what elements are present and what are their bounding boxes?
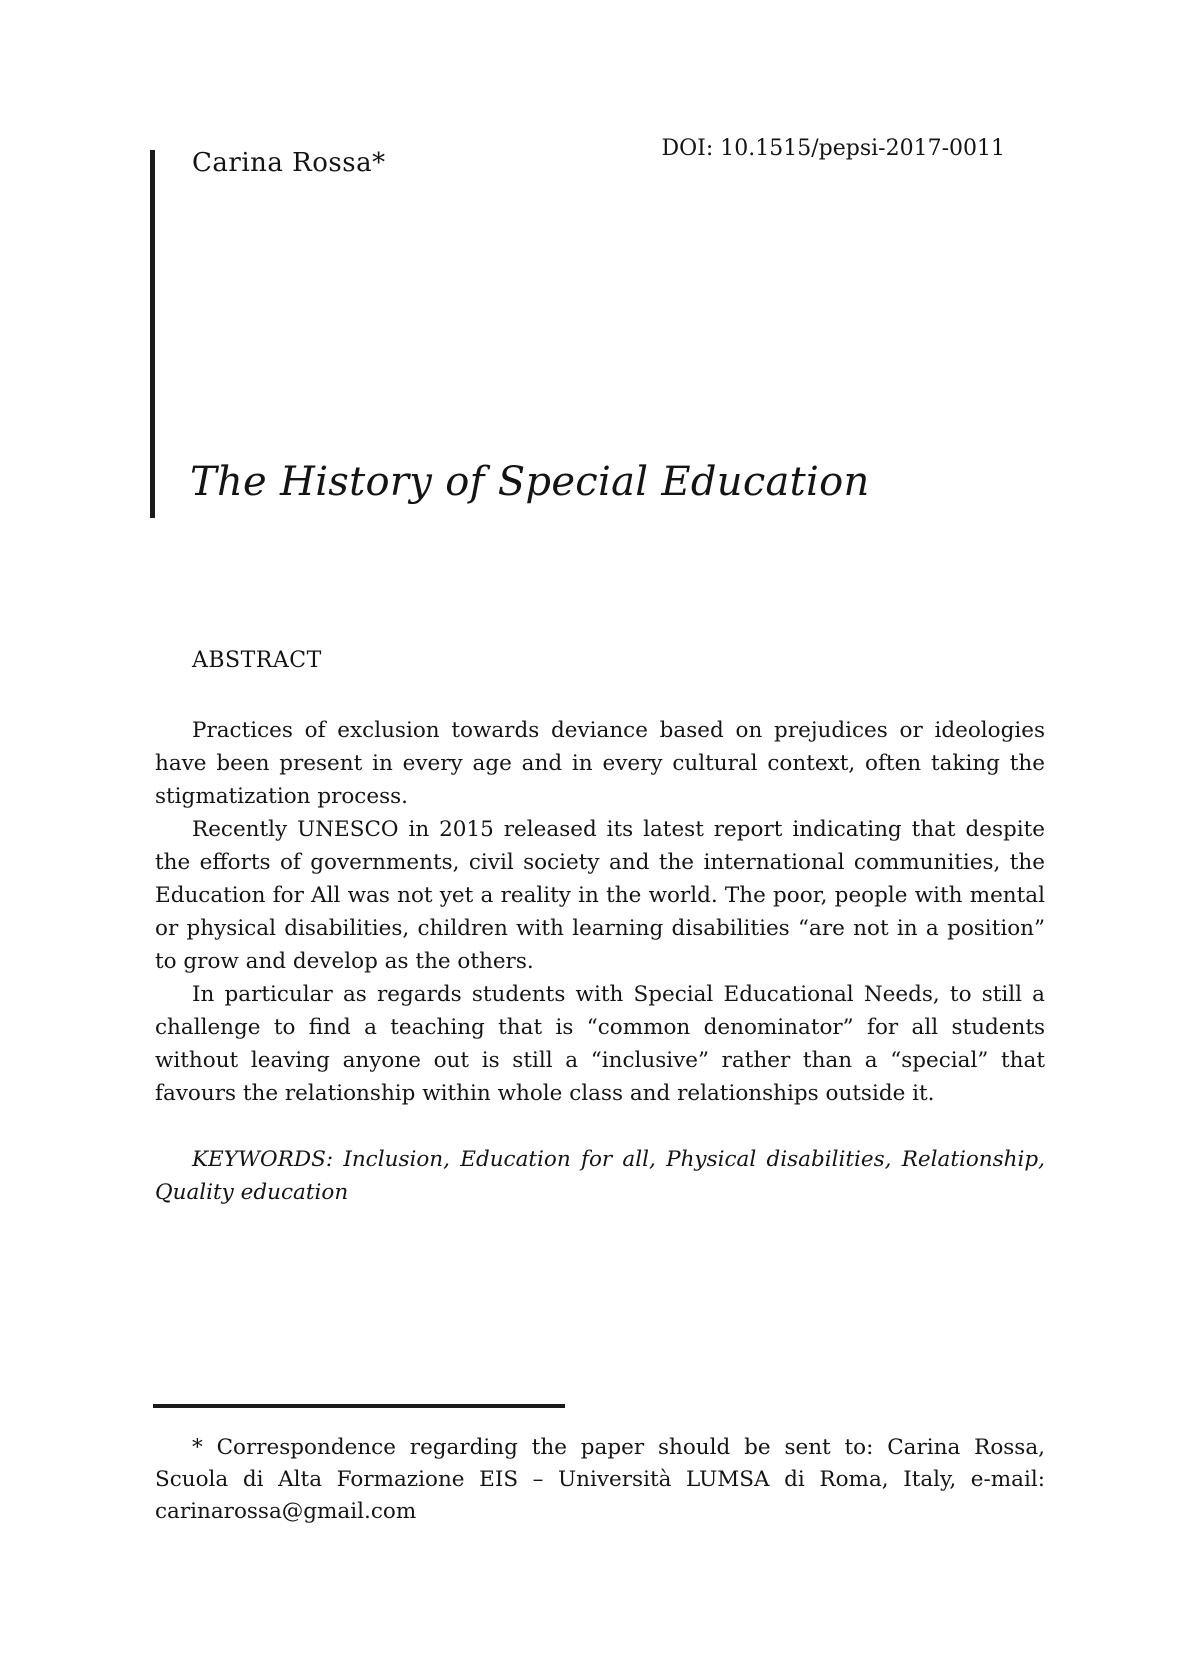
footnote-divider [153,1404,565,1408]
title-accent-bar [150,150,155,518]
abstract-paragraph: Recently UNESCO in 2015 released its latest report indicating that despite the efforts of governments, civil society and the international communities, the Education for All was not yet a reality in the world. The poor, people with mental or physical disabilities, children with learning disabilities “are not in a position” to grow and develop as the others. [155,817,1045,974]
abstract-heading: ABSTRACT [192,648,322,673]
author-name: Carina Rossa* [192,148,386,178]
footnote: * Correspondence regarding the paper should be sent to: Carina Rossa, Scuola di Alta Formazione EIS – Università LUMSA di Roma, Italy, e-mail: carinarossa@gmail.com [155,1435,1045,1524]
doi-label[interactable]: DOI: 10.1515/pepsi-2017-0011 [661,136,1005,161]
abstract-paragraph: In particular as regards students with Special Educational Needs, to still a challenge to find a teaching that is “common denominator” for all students without leaving anyone out is still a “inclusive” rather than a “special” that favours the relationship within whole class and relationships outside it. [155,982,1045,1106]
paper-title: The History of Special Education [190,459,870,505]
abstract-body [155,714,1045,1110]
keywords: KEYWORDS: Inclusion, Education for all, Physical disabilities, Relationship, Quality education [155,1147,1045,1205]
abstract-paragraph: Practices of exclusion towards deviance based on prejudices or ideologies have been present in every age and in every cultural context, often taking the stigmatization process. [155,718,1045,809]
